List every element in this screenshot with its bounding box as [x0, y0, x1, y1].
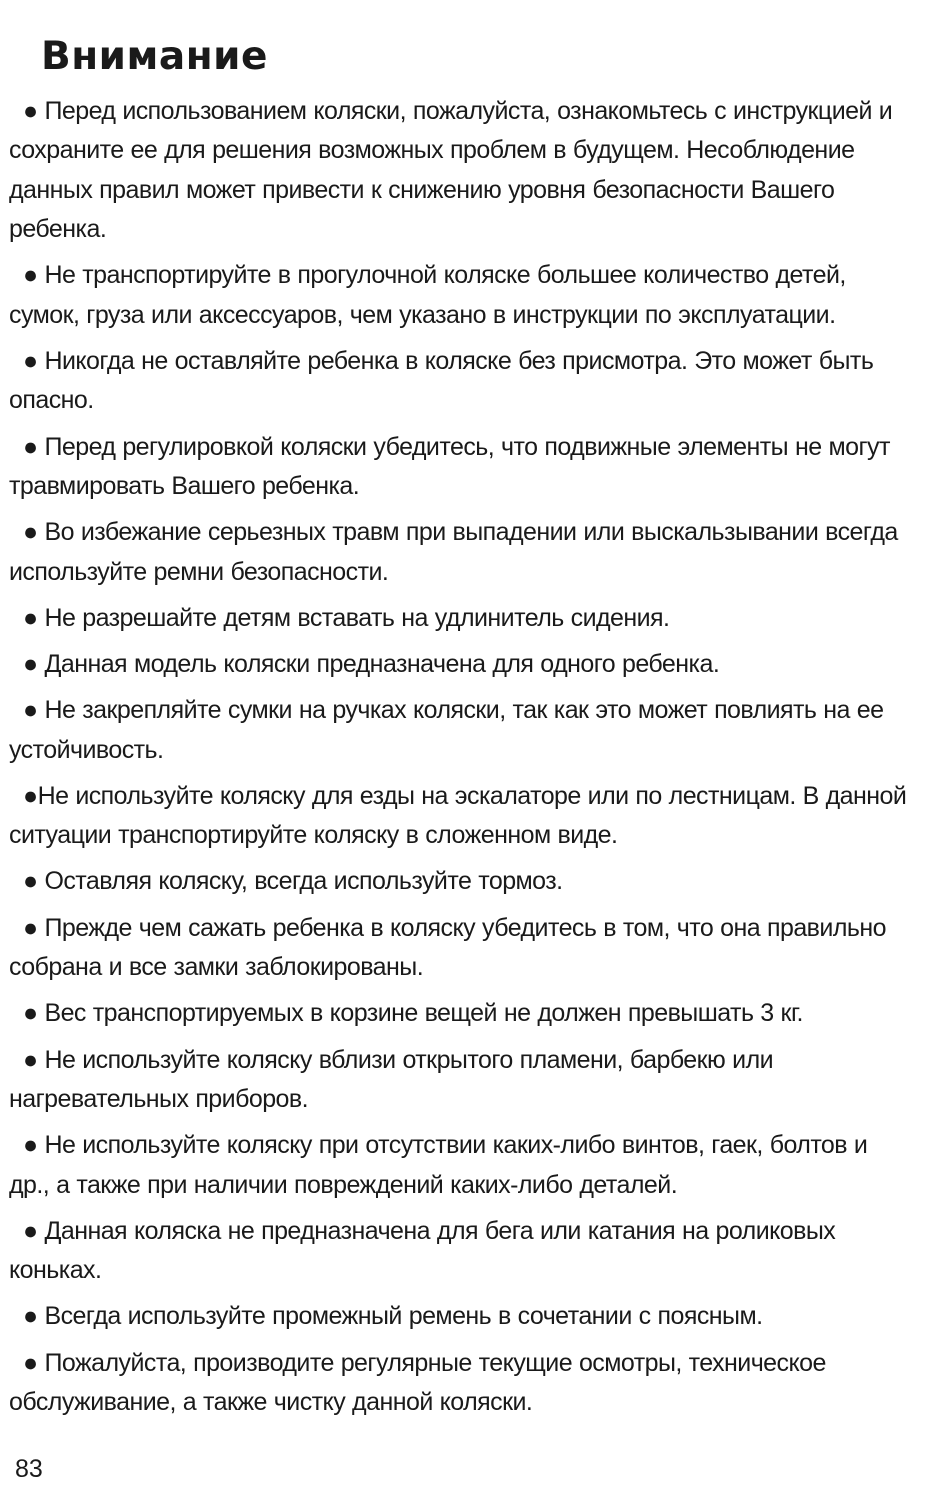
bullet-icon: ● — [23, 1216, 38, 1245]
item-text: Перед использованием коляски, пожалуйста, ознакомьтесь с инструкцией и сохраните ее для решения возможных проблем в будущем. Несоблюдение данных правил может привести к снижению уровня безопасности Вашего ребенка. — [9, 97, 893, 244]
bullet-icon: ● — [23, 603, 38, 632]
bullet-icon: ● — [23, 432, 38, 461]
bullet-icon: ● — [23, 1348, 38, 1377]
item-text: Не используйте коляску вблизи открытого пламени, барбекю или нагревательных приборов. — [9, 1045, 774, 1113]
list-item — [9, 256, 910, 335]
list-item — [9, 1041, 910, 1120]
page-title: Внимание — [41, 34, 268, 79]
item-text: Оставляя коляску, всегда используйте тормоз. — [37, 867, 563, 896]
list-item — [9, 862, 910, 901]
list-item — [9, 428, 910, 507]
bullet-icon: ● — [23, 999, 38, 1028]
bullet-icon: ● — [23, 518, 38, 547]
list-item — [9, 777, 910, 856]
list-item — [9, 909, 910, 988]
bullet-icon: ● — [23, 913, 38, 942]
item-text: Данная модель коляски предназначена для одного ребенка. — [37, 650, 720, 679]
item-text: Вес транспортируемых в корзине вещей не должен превышать 3 кг. — [37, 999, 803, 1028]
bullet-icon: ● — [23, 1131, 38, 1160]
bullet-icon: ● — [23, 781, 38, 810]
item-text: Данная коляска не предназначена для бега или катания на роликовых коньках. — [9, 1216, 836, 1285]
list-item — [9, 1297, 910, 1336]
list-item — [9, 1126, 910, 1205]
item-text: Прежде чем сажать ребенка в коляску убедитесь в том, что она правильно собрана и все замки заблокированы. — [9, 913, 886, 982]
list-item — [9, 92, 910, 250]
item-text: Не закрепляйте сумки на ручках коляски, так как это может повлиять на ее устойчивость. — [9, 696, 884, 764]
list-item — [9, 1212, 910, 1291]
warning-list — [9, 92, 910, 1422]
list-item — [9, 599, 910, 638]
list-item — [9, 691, 910, 770]
bullet-icon: ● — [23, 1045, 38, 1074]
bullet-icon: ● — [23, 347, 38, 376]
item-text: Пожалуйста, производите регулярные текущие осмотры, техническое обслуживание, а также чистку данной коляски. — [9, 1348, 826, 1416]
list-item — [9, 342, 910, 421]
item-text: Не транспортируйте в прогулочной коляске большее количество детей, сумок, груза или аксессуаров, чем указано в инструкции по эксплуатации. — [9, 261, 846, 329]
bullet-icon: ● — [23, 97, 38, 125]
item-text: Всегда используйте промежный ремень в сочетании с поясным. — [37, 1302, 763, 1331]
list-item — [9, 994, 910, 1033]
bullet-icon: ● — [23, 867, 38, 896]
item-text: Не используйте коляску при отсутствии каких-либо винтов, гаек, болтов и др., а также при наличии повреждений каких-либо деталей. — [9, 1131, 868, 1199]
bullet-icon: ● — [23, 696, 38, 725]
item-text: Перед регулировкой коляски убедитесь, что подвижные элементы не могут травмировать Вашего ребенка. — [9, 432, 890, 501]
item-text: Не разрешайте детям вставать на удлинитель сидения. — [37, 603, 670, 632]
list-item — [9, 1344, 910, 1423]
bullet-icon: ● — [23, 261, 38, 290]
page-number: 83 — [15, 1455, 43, 1483]
list-item — [9, 513, 910, 592]
bullet-icon: ● — [23, 1302, 38, 1331]
item-text: Не используйте коляску для езды на эскалаторе или по лестницам. В данной ситуации транспортируйте коляску в сложенном виде. — [9, 781, 907, 850]
item-text: Никогда не оставляйте ребенка в коляске без присмотра. Это может быть опасно. — [9, 347, 874, 415]
list-item — [9, 645, 910, 684]
bullet-icon: ● — [23, 650, 38, 679]
item-text: Во избежание серьезных травм при выпадении или выскальзывании всегда используйте ремни безопасности. — [9, 518, 898, 586]
